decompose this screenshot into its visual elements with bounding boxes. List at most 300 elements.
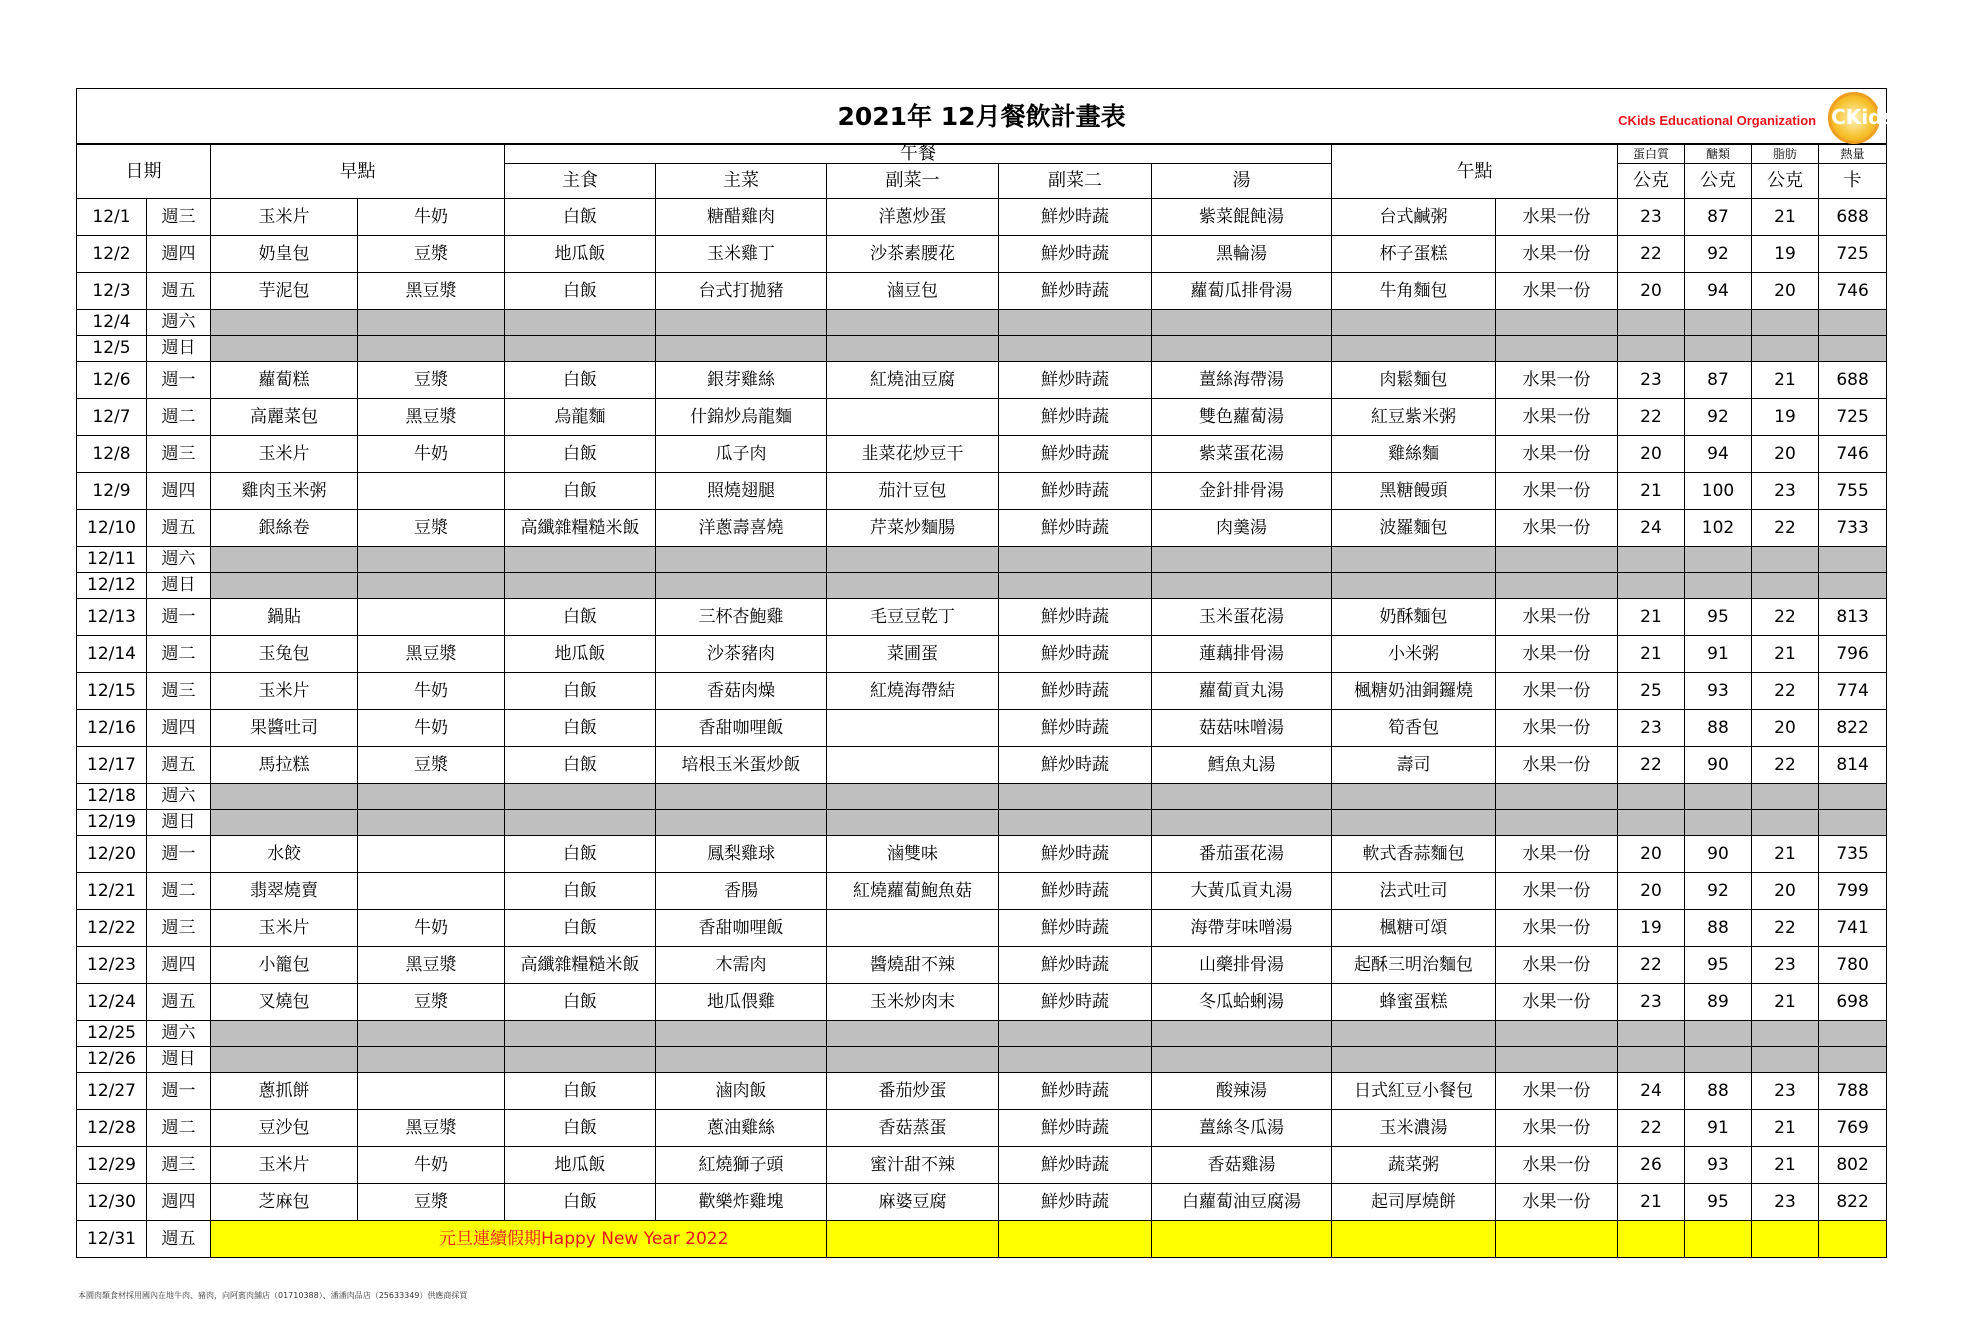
header-protein-unit: 公克 [1618,164,1685,199]
fat-cell: 22 [1752,599,1819,636]
table-row [77,310,1887,336]
weekday-cell: 週一 [147,362,211,399]
table-row [77,436,1887,473]
closed-cell [827,1047,999,1073]
date-cell: 12/30 [77,1184,147,1221]
weekday-cell: 週日 [147,1047,211,1073]
header-main-dish: 主菜 [656,164,827,199]
staple-cell: 白飯 [505,984,656,1021]
carb-cell: 93 [1685,1147,1752,1184]
snack-fruit-cell: 水果一份 [1496,1184,1618,1221]
breakfast-drink-cell: 牛奶 [358,910,505,947]
snack-fruit-cell: 水果一份 [1496,199,1618,236]
side-dish-1-cell: 韭菜花炒豆干 [827,436,999,473]
date-cell: 12/7 [77,399,147,436]
carb-cell: 89 [1685,984,1752,1021]
header-side-dish-1: 副菜一 [827,164,999,199]
weekday-cell: 週四 [147,473,211,510]
soup-cell: 冬瓜蛤蜊湯 [1152,984,1332,1021]
closed-cell [1496,573,1618,599]
soup-cell: 薑絲海帶湯 [1152,362,1332,399]
side-dish-1-cell: 洋蔥炒蛋 [827,199,999,236]
closed-cell [358,1047,505,1073]
side-dish-2-cell: 鮮炒時蔬 [999,747,1152,784]
snack-fruit-cell: 水果一份 [1496,236,1618,273]
side-dish-2-cell: 鮮炒時蔬 [999,947,1152,984]
protein-cell: 20 [1618,836,1685,873]
header-protein: 蛋白質 [1618,144,1685,164]
calories-cell: 725 [1819,236,1887,273]
fat-cell: 23 [1752,1073,1819,1110]
side-dish-1-cell: 菜圃蛋 [827,636,999,673]
holiday-cell [1152,1221,1332,1258]
weekday-cell: 週三 [147,199,211,236]
breakfast-drink-cell [358,473,505,510]
carb-cell: 94 [1685,273,1752,310]
main-dish-cell: 地瓜偎雞 [656,984,827,1021]
closed-cell [1496,810,1618,836]
closed-cell [358,336,505,362]
breakfast-drink-cell [358,836,505,873]
calories-cell: 822 [1819,710,1887,747]
closed-cell [1752,784,1819,810]
fat-cell: 22 [1752,510,1819,547]
closed-cell [1752,547,1819,573]
closed-cell [505,784,656,810]
side-dish-1-cell [827,399,999,436]
closed-cell [1496,1021,1618,1047]
breakfast-drink-cell: 黑豆漿 [358,947,505,984]
fat-cell: 21 [1752,199,1819,236]
soup-cell: 菇菇味噌湯 [1152,710,1332,747]
carb-cell: 91 [1685,636,1752,673]
closed-cell [1618,784,1685,810]
snack-fruit-cell: 水果一份 [1496,984,1618,1021]
closed-cell [505,573,656,599]
breakfast-drink-cell: 黑豆漿 [358,1110,505,1147]
protein-cell: 23 [1618,710,1685,747]
side-dish-2-cell: 鮮炒時蔬 [999,873,1152,910]
main-dish-cell: 培根玉米蛋炒飯 [656,747,827,784]
snack-item-cell: 蜂蜜蛋糕 [1332,984,1496,1021]
date-cell: 12/8 [77,436,147,473]
closed-cell [211,1021,358,1047]
snack-fruit-cell: 水果一份 [1496,273,1618,310]
table-row [77,236,1887,273]
snack-item-cell: 肉鬆麵包 [1332,362,1496,399]
protein-cell: 22 [1618,236,1685,273]
closed-cell [211,547,358,573]
header-staple: 主食 [505,164,656,199]
side-dish-2-cell: 鮮炒時蔬 [999,673,1152,710]
breakfast-drink-cell: 黑豆漿 [358,273,505,310]
soup-cell: 酸辣湯 [1152,1073,1332,1110]
protein-cell: 23 [1618,984,1685,1021]
carb-cell: 91 [1685,1110,1752,1147]
date-cell: 12/18 [77,784,147,810]
table-row [77,1021,1887,1047]
soup-cell: 金針排骨湯 [1152,473,1332,510]
carb-cell: 95 [1685,599,1752,636]
table-row [77,710,1887,747]
holiday-cell [999,1221,1152,1258]
header-carb: 醣類 [1685,144,1752,164]
closed-cell [1332,810,1496,836]
weekday-cell: 週日 [147,573,211,599]
breakfast-item-cell: 蘿蔔糕 [211,362,358,399]
closed-cell [1685,784,1752,810]
calories-cell: 733 [1819,510,1887,547]
closed-cell [827,310,999,336]
breakfast-item-cell: 蔥抓餅 [211,1073,358,1110]
date-cell: 12/1 [77,199,147,236]
breakfast-item-cell: 芝麻包 [211,1184,358,1221]
breakfast-drink-cell: 豆漿 [358,510,505,547]
fat-cell: 21 [1752,636,1819,673]
snack-item-cell: 雞絲麵 [1332,436,1496,473]
date-cell: 12/5 [77,336,147,362]
date-cell: 12/28 [77,1110,147,1147]
snack-fruit-cell: 水果一份 [1496,747,1618,784]
closed-cell [656,1047,827,1073]
date-cell: 12/2 [77,236,147,273]
closed-cell [656,1021,827,1047]
closed-cell [1752,310,1819,336]
carb-cell: 95 [1685,1184,1752,1221]
closed-cell [1332,784,1496,810]
staple-cell: 烏龍麵 [505,399,656,436]
table-row [77,1221,1887,1258]
calories-cell: 725 [1819,399,1887,436]
staple-cell: 白飯 [505,273,656,310]
closed-cell [999,336,1152,362]
main-dish-cell: 台式打拋豬 [656,273,827,310]
date-cell: 12/6 [77,362,147,399]
closed-cell [999,810,1152,836]
closed-cell [1819,784,1887,810]
snack-fruit-cell: 水果一份 [1496,510,1618,547]
snack-item-cell: 牛角麵包 [1332,273,1496,310]
closed-cell [1496,310,1618,336]
calories-cell: 780 [1819,947,1887,984]
header-calories-unit: 卡 [1819,164,1887,199]
side-dish-2-cell: 鮮炒時蔬 [999,910,1152,947]
closed-cell [1819,310,1887,336]
main-dish-cell: 香腸 [656,873,827,910]
closed-cell [999,1047,1152,1073]
staple-cell: 白飯 [505,1073,656,1110]
closed-cell [1685,310,1752,336]
calories-cell: 814 [1819,747,1887,784]
header-lunch: 午餐 [505,144,1332,164]
closed-cell [999,1021,1152,1047]
snack-item-cell: 蔬菜粥 [1332,1147,1496,1184]
closed-cell [358,1021,505,1047]
side-dish-1-cell: 紅燒油豆腐 [827,362,999,399]
date-cell: 12/20 [77,836,147,873]
holiday-cell [1819,1221,1887,1258]
weekday-cell: 週一 [147,599,211,636]
header-side-dish-2: 副菜二 [999,164,1152,199]
table-row [77,510,1887,547]
closed-cell [1819,547,1887,573]
closed-cell [1752,336,1819,362]
closed-cell [211,573,358,599]
side-dish-2-cell: 鮮炒時蔬 [999,199,1152,236]
closed-cell [211,810,358,836]
closed-cell [1152,1021,1332,1047]
main-dish-cell: 香甜咖哩飯 [656,910,827,947]
date-cell: 12/14 [77,636,147,673]
weekday-cell: 週六 [147,784,211,810]
table-row [77,810,1887,836]
page-title: 2021年 12月餐飲計畫表 [837,101,1126,131]
closed-cell [1618,336,1685,362]
weekday-cell: 週日 [147,336,211,362]
side-dish-2-cell: 鮮炒時蔬 [999,236,1152,273]
side-dish-1-cell: 毛豆豆乾丁 [827,599,999,636]
table-row [77,1184,1887,1221]
snack-fruit-cell: 水果一份 [1496,910,1618,947]
weekday-cell: 週四 [147,1184,211,1221]
soup-cell: 蓮藕排骨湯 [1152,636,1332,673]
snack-item-cell: 軟式香蒜麵包 [1332,836,1496,873]
closed-cell [656,547,827,573]
breakfast-item-cell: 馬拉糕 [211,747,358,784]
date-cell: 12/27 [77,1073,147,1110]
protein-cell: 25 [1618,673,1685,710]
closed-cell [1752,1021,1819,1047]
main-dish-cell: 糖醋雞肉 [656,199,827,236]
closed-cell [1152,810,1332,836]
calories-cell: 799 [1819,873,1887,910]
calories-cell: 788 [1819,1073,1887,1110]
soup-cell: 山藥排骨湯 [1152,947,1332,984]
breakfast-drink-cell [358,873,505,910]
side-dish-1-cell: 紅燒海帶結 [827,673,999,710]
weekday-cell: 週六 [147,310,211,336]
logo-text: CKids [1831,105,1895,129]
weekday-cell: 週四 [147,236,211,273]
closed-cell [505,336,656,362]
closed-cell [358,784,505,810]
date-cell: 12/25 [77,1021,147,1047]
closed-cell [1496,547,1618,573]
carb-cell: 88 [1685,710,1752,747]
side-dish-1-cell: 香菇蒸蛋 [827,1110,999,1147]
staple-cell: 白飯 [505,1184,656,1221]
staple-cell: 高纖雜糧糙米飯 [505,947,656,984]
main-dish-cell: 鳳梨雞球 [656,836,827,873]
calories-cell: 746 [1819,273,1887,310]
breakfast-item-cell: 玉米片 [211,1147,358,1184]
breakfast-item-cell: 玉米片 [211,199,358,236]
fat-cell: 22 [1752,747,1819,784]
carb-cell: 92 [1685,399,1752,436]
snack-fruit-cell: 水果一份 [1496,362,1618,399]
breakfast-item-cell: 果醬吐司 [211,710,358,747]
side-dish-1-cell: 滷雙味 [827,836,999,873]
calories-cell: 774 [1819,673,1887,710]
table-row [77,362,1887,399]
closed-cell [358,547,505,573]
staple-cell: 白飯 [505,1110,656,1147]
closed-cell [827,810,999,836]
holiday-cell [827,1221,999,1258]
breakfast-item-cell: 玉兔包 [211,636,358,673]
soup-cell: 香菇雞湯 [1152,1147,1332,1184]
table-row [77,199,1887,236]
carb-cell: 95 [1685,947,1752,984]
fat-cell: 20 [1752,436,1819,473]
snack-item-cell: 楓糖奶油銅鑼燒 [1332,673,1496,710]
soup-cell: 薑絲冬瓜湯 [1152,1110,1332,1147]
snack-fruit-cell: 水果一份 [1496,673,1618,710]
snack-item-cell: 小米粥 [1332,636,1496,673]
staple-cell: 白飯 [505,362,656,399]
table-row [77,910,1887,947]
holiday-cell [1685,1221,1752,1258]
closed-cell [1819,573,1887,599]
table-row [77,984,1887,1021]
header-soup: 湯 [1152,164,1332,199]
closed-cell [1496,336,1618,362]
closed-cell [1332,547,1496,573]
closed-cell [505,547,656,573]
fat-cell: 21 [1752,984,1819,1021]
breakfast-item-cell: 玉米片 [211,436,358,473]
title-bar [77,89,1895,145]
date-cell: 12/11 [77,547,147,573]
breakfast-drink-cell: 豆漿 [358,984,505,1021]
breakfast-item-cell: 雞肉玉米粥 [211,473,358,510]
date-cell: 12/9 [77,473,147,510]
closed-cell [827,336,999,362]
closed-cell [505,1021,656,1047]
carb-cell: 87 [1685,362,1752,399]
weekday-cell: 週四 [147,710,211,747]
closed-cell [1618,310,1685,336]
carb-cell: 102 [1685,510,1752,547]
breakfast-drink-cell [358,1073,505,1110]
closed-cell [1685,1021,1752,1047]
header-fat-unit: 公克 [1752,164,1819,199]
main-dish-cell: 木需肉 [656,947,827,984]
closed-cell [1752,810,1819,836]
staple-cell: 地瓜飯 [505,636,656,673]
closed-cell [1685,547,1752,573]
calories-cell: 802 [1819,1147,1887,1184]
side-dish-1-cell: 沙茶素腰花 [827,236,999,273]
snack-item-cell: 波羅麵包 [1332,510,1496,547]
date-cell: 12/23 [77,947,147,984]
protein-cell: 21 [1618,473,1685,510]
fat-cell: 19 [1752,399,1819,436]
snack-fruit-cell: 水果一份 [1496,1147,1618,1184]
date-cell: 12/31 [77,1221,147,1258]
date-cell: 12/12 [77,573,147,599]
snack-item-cell: 壽司 [1332,747,1496,784]
weekday-cell: 週一 [147,1073,211,1110]
soup-cell: 番茄蛋花湯 [1152,836,1332,873]
snack-item-cell: 奶酥麵包 [1332,599,1496,636]
fat-cell: 23 [1752,473,1819,510]
soup-cell: 蘿蔔瓜排骨湯 [1152,273,1332,310]
closed-cell [1332,573,1496,599]
fat-cell: 22 [1752,910,1819,947]
weekday-cell: 週三 [147,1147,211,1184]
calories-cell: 688 [1819,362,1887,399]
weekday-cell: 週三 [147,673,211,710]
breakfast-item-cell: 叉燒包 [211,984,358,1021]
soup-cell: 玉米蛋花湯 [1152,599,1332,636]
calories-cell: 822 [1819,1184,1887,1221]
main-dish-cell: 玉米雞丁 [656,236,827,273]
weekday-cell: 週六 [147,547,211,573]
staple-cell: 白飯 [505,199,656,236]
table-row [77,1073,1887,1110]
protein-cell: 21 [1618,599,1685,636]
fat-cell: 21 [1752,362,1819,399]
carb-cell: 87 [1685,199,1752,236]
soup-cell: 海帶芽味噌湯 [1152,910,1332,947]
closed-cell [1819,810,1887,836]
breakfast-drink-cell: 豆漿 [358,1184,505,1221]
side-dish-1-cell [827,910,999,947]
calories-cell: 755 [1819,473,1887,510]
side-dish-2-cell: 鮮炒時蔬 [999,710,1152,747]
breakfast-drink-cell: 豆漿 [358,362,505,399]
side-dish-1-cell [827,747,999,784]
calories-cell: 688 [1819,199,1887,236]
main-dish-cell: 三杯杏鮑雞 [656,599,827,636]
table-row [77,547,1887,573]
soup-cell: 雙色蘿蔔湯 [1152,399,1332,436]
holiday-cell [1752,1221,1819,1258]
side-dish-1-cell: 醬燒甜不辣 [827,947,999,984]
breakfast-drink-cell: 黑豆漿 [358,399,505,436]
closed-cell [1618,1021,1685,1047]
weekday-cell: 週四 [147,947,211,984]
closed-cell [358,310,505,336]
holiday-cell [1496,1221,1618,1258]
carb-cell: 88 [1685,910,1752,947]
main-dish-cell: 什錦炒烏龍麵 [656,399,827,436]
fat-cell: 20 [1752,273,1819,310]
carb-cell: 88 [1685,1073,1752,1110]
main-dish-cell: 沙茶豬肉 [656,636,827,673]
snack-item-cell: 楓糖可頌 [1332,910,1496,947]
weekday-cell: 週二 [147,636,211,673]
holiday-cell [1332,1221,1496,1258]
closed-cell [1332,336,1496,362]
closed-cell [656,573,827,599]
meal-plan-table [76,88,1895,1258]
closed-cell [1332,1021,1496,1047]
closed-cell [505,310,656,336]
carb-cell: 94 [1685,436,1752,473]
side-dish-2-cell: 鮮炒時蔬 [999,599,1152,636]
protein-cell: 22 [1618,399,1685,436]
side-dish-2-cell: 鮮炒時蔬 [999,273,1152,310]
side-dish-1-cell: 紅燒蘿蔔鮑魚菇 [827,873,999,910]
closed-cell [656,336,827,362]
closed-cell [1496,784,1618,810]
snack-item-cell: 黑糖饅頭 [1332,473,1496,510]
closed-cell [1819,1047,1887,1073]
closed-cell [656,784,827,810]
calories-cell: 796 [1819,636,1887,673]
